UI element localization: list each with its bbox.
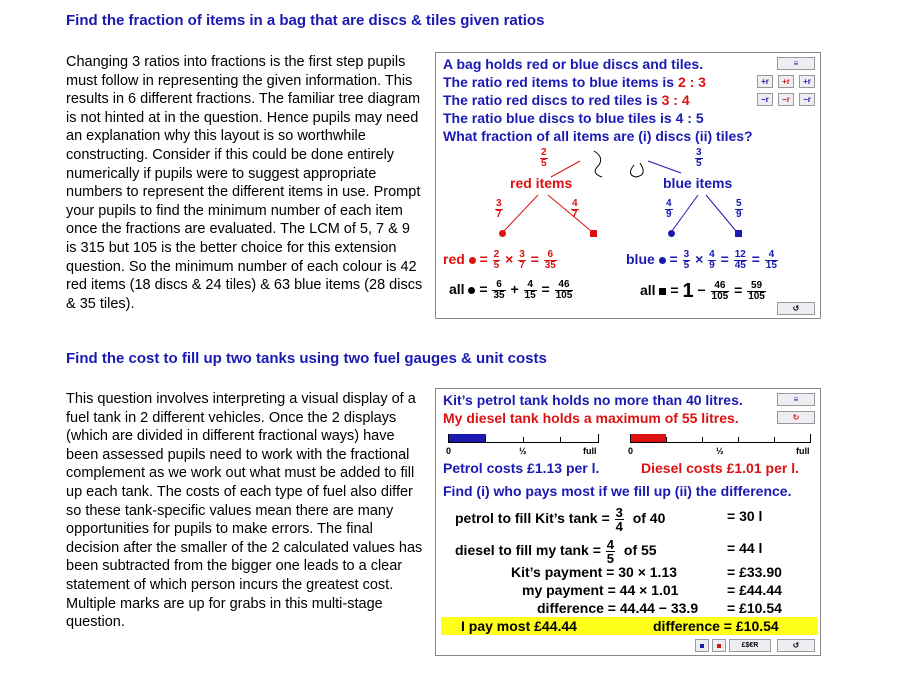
- difference-result: = £10.54: [727, 600, 782, 616]
- kit-payment-result: = £33.90: [727, 564, 782, 580]
- answer-who-pays: I pay most £44.44: [461, 618, 577, 634]
- red-disc-icon: [499, 230, 506, 237]
- my-payment-result: = £44.44: [727, 582, 782, 598]
- ratio-line-3: The ratio red discs to red tiles is 3 : 4: [443, 92, 690, 108]
- difference-calculation: difference = 44.44 − 33.9: [537, 600, 699, 616]
- blue-disc-calculation: blue = $\frac{3}{5}$ × $\frac{4}{9}$ = $\frac{12}{45}$ = $\frac{4}{15}$: [626, 249, 777, 271]
- petrol-toggle-button[interactable]: [695, 639, 709, 652]
- blue-items-label: blue items: [663, 175, 733, 191]
- fuel-line-1: Kit’s petrol tank holds no more than 40 litres.: [443, 392, 743, 408]
- red-items-label: red items: [510, 175, 573, 191]
- red-discs-fraction: $\frac{3}{7}$: [496, 198, 502, 220]
- section1-heading: Find the fraction of items in a bag that are discs & tiles given ratios: [66, 12, 545, 29]
- diesel-fill-calculation: diesel to fill my tank = $\frac{4}{5}$ of 55: [455, 537, 657, 566]
- my-payment-calculation: my payment = 44 × 1.01: [522, 582, 679, 598]
- increase-ratio-3-button[interactable]: +r: [799, 75, 815, 88]
- petrol-fill-calculation: petrol to fill Kit’s tank = $\frac{3}{4}$ of 40: [455, 505, 666, 534]
- disc-icon: [468, 287, 475, 294]
- petrol-gauge-fill: [448, 434, 486, 442]
- red-items-fraction: $\frac{2}{5}$: [541, 147, 547, 169]
- fuel-line-2: My diesel tank holds a maximum of 55 litres.: [443, 410, 739, 426]
- petrol-gauge-full: full: [583, 446, 597, 456]
- reset-button[interactable]: ↺: [777, 639, 815, 652]
- diesel-toggle-button[interactable]: [712, 639, 726, 652]
- fuel-question: Find (i) who pays most if we fill up (ii) the difference.: [443, 483, 792, 499]
- diesel-fill-result: = 44 l: [727, 540, 763, 556]
- section2-paragraph: This question involves interpreting a visual display of a fuel tank in 2 different vehicles. Once the 2 displays (which are divided in different fractional ways) have been assessed pupils need to work with the fractional complement as we work out what must be added to fill up each tank. The costs of each type of fuel also differ so these tank-specific values mean there are many opportunities for pupils to make errors. The final decision after the smaller of the 2 calculated values has been subtracted from the bigger one leads to a clear statement of which person incurs the greatest cost. Multiple marks are up for grabs in this multi-stage question.: [66, 391, 423, 631]
- blue-items-fraction: $\frac{3}{5}$: [696, 147, 702, 169]
- increase-ratio-1-button[interactable]: +r: [757, 75, 773, 88]
- blue-tiles-fraction: $\frac{5}{9}$: [736, 198, 742, 220]
- currency-button[interactable]: £$€R: [729, 639, 771, 652]
- refresh-button[interactable]: ↻: [777, 411, 815, 424]
- blue-disc-icon: [668, 230, 675, 237]
- petrol-square-icon: [700, 644, 704, 648]
- red-tile-icon: [590, 230, 597, 237]
- diesel-square-icon: [717, 644, 721, 648]
- ratio-line-2: The ratio red items to blue items is 2 : 3: [443, 74, 706, 90]
- ratio-line-4: The ratio blue discs to blue tiles is 4 : 5: [443, 110, 704, 126]
- ratio-line-1: A bag holds red or blue discs and tiles.: [443, 56, 704, 72]
- increase-ratio-2-button[interactable]: +r: [778, 75, 794, 88]
- decrease-ratio-3-button[interactable]: −r: [799, 93, 815, 106]
- menu-button[interactable]: ≡: [777, 57, 815, 70]
- red-tiles-fraction: $\frac{4}{7}$: [572, 198, 578, 220]
- answer-difference: difference = £10.54: [653, 618, 779, 634]
- blue-discs-fraction: $\frac{4}{9}$: [666, 198, 672, 220]
- fuel-panel: [435, 388, 821, 656]
- decrease-ratio-1-button[interactable]: −r: [757, 93, 773, 106]
- section2-heading: Find the cost to fill up two tanks using two fuel gauges & unit costs: [66, 350, 547, 367]
- diesel-cost: Diesel costs £1.01 per l.: [641, 460, 799, 476]
- ratio-question: What fraction of all items are (i) discs (ii) tiles?: [443, 128, 753, 144]
- petrol-cost: Petrol costs £1.13 per l.: [443, 460, 600, 476]
- red-disc-calculation: red = $\frac{2}{5}$ × $\frac{3}{7}$ = $\frac{6}{35}$: [443, 249, 556, 271]
- diesel-gauge-fill: [630, 434, 666, 442]
- decrease-ratio-2-button[interactable]: −r: [778, 93, 794, 106]
- section1-paragraph: Changing 3 ratios into fractions is the first step pupils must follow in representing the given information. This results in 6 different fractions. The familiar tree diagram is not hinted at in the question. Hence pupils may need an explanation why this layout is so worthwhile constructing. Consider if this could be done entirely numerically if pupils were to suggest appropriate numbers to represent the different items in use. Prompt your pupils to find the minimum number of each item once the fractions are evaluated. The LCM of 5, 7 & 9 is 315 but 105 is the better choice for this extension question. So the minimum number of each colour is 42 red items (18 discs & 24 tiles) & 63 blue items (28 discs & 35 tiles).: [66, 54, 423, 312]
- kit-payment-calculation: Kit’s payment = 30 × 1.13: [511, 564, 678, 580]
- petrol-gauge-half: ½: [519, 446, 527, 456]
- all-tiles-calculation: all = 1 − $\frac{46}{105}$ = $\frac{59}{105}$: [640, 280, 765, 302]
- diesel-gauge-full: full: [796, 446, 810, 456]
- blue-tile-icon: [735, 230, 742, 237]
- ratio-panel: [435, 52, 821, 319]
- all-discs-calculation: all = $\frac{6}{35}$ + $\frac{4}{15}$ = $\frac{46}{105}$: [449, 279, 573, 301]
- petrol-gauge-zero: 0: [446, 446, 452, 456]
- blue-disc-icon: [659, 257, 666, 264]
- diesel-gauge-zero: 0: [628, 446, 634, 456]
- petrol-fill-result: = 30 l: [727, 508, 763, 524]
- reset-button[interactable]: ↺: [777, 302, 815, 315]
- diesel-gauge-half: ½: [716, 446, 724, 456]
- menu-button[interactable]: ≡: [777, 393, 815, 406]
- tile-icon: [659, 288, 666, 295]
- red-disc-icon: [469, 257, 476, 264]
